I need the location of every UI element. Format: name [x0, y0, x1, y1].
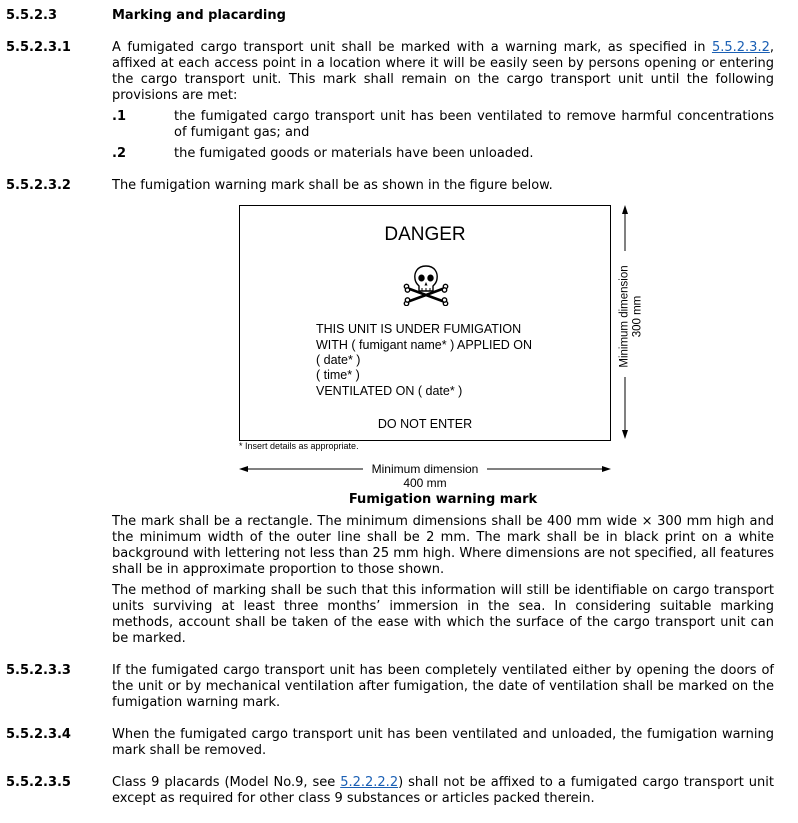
para-text: The fumigation warning mark shall be as shown in the figure below. — [112, 178, 553, 193]
list-item-key: .2 — [112, 146, 126, 161]
para-text: When the fumigated cargo transport unit has been ventilated and unloaded, the fumigation warning mark shall be removed. — [112, 727, 774, 758]
figure-caption: Fumigation warning mark — [348, 492, 538, 507]
para-number: 5.5.2.3.2 — [6, 178, 71, 193]
danger-heading: DANGER — [384, 224, 466, 245]
cross-ref-link[interactable]: 5.5.2.3.2 — [711, 40, 770, 55]
section-title: Marking and placarding — [112, 8, 286, 23]
mark-line: ( date* ) — [316, 353, 361, 367]
mark-line: VENTILATED ON ( date* ) — [316, 384, 463, 398]
para-number: 5.5.2.3.5 — [6, 775, 71, 790]
list-item-key: .1 — [112, 109, 126, 124]
mark-line: THIS UNIT IS UNDER FUMIGATION — [316, 322, 522, 336]
para-text: The mark shall be a rectangle. The minimum dimensions shall be 400 mm wide × 300 mm high and the minimum width of the outer line shall be 2 mm. The mark shall be in black print on a white background with lettering not less than 25 mm high. Where dimensions are not specified, all features shall be in approximate proportion to those shown. — [112, 514, 774, 577]
para-number: 5.5.2.3.3 — [6, 663, 71, 678]
para-text: The method of marking shall be such that this information will still be identifiable on cargo transport units surviving at least three months’ immersion in the sea. In considering suitable marking methods, account shall be taken of the ease with which the surface of the cargo transport unit can be marked. — [112, 583, 774, 646]
skull-crossbones-icon — [403, 264, 449, 306]
warning-mark-figure — [236, 203, 644, 493]
warning-mark-frame — [239, 205, 611, 441]
vertical-dimension — [619, 205, 643, 439]
para-number: 5.5.2.3.1 — [6, 40, 71, 55]
mark-line: WITH ( fumigant name* ) APPLIED ON — [316, 338, 533, 352]
para-text: A fumigated cargo transport unit shall be marked with a warning mark, as specified in 5.5.2.3.2, affixed at each access point in a location where it will be easily seen by persons opening or entering the cargo transport unit. This mark shall remain on the cargo transport unit until the following provisions are met: — [112, 40, 774, 103]
v-dimension-value: 300 mm — [631, 295, 644, 338]
do-not-enter-text: DO NOT ENTER — [377, 417, 473, 431]
v-dimension-label: Minimum dimension — [618, 265, 631, 368]
para-text: Class 9 placards (Model No.9, see 5.2.2.2.2) shall not be affixed to a fumigated cargo transport unit except as required for other class 9 substances or articles packed therein. — [112, 775, 774, 806]
list-item-text: the fumigated cargo transport unit has been ventilated to remove harmful concentrations of fumigant gas; and — [174, 109, 774, 140]
para-text: If the fumigated cargo transport unit has been completely ventilated either by opening the doors of the unit or by mechanical ventilation after fumigation, the date of ventilation shall be marked on the fumigation warning mark. — [112, 663, 774, 710]
mark-line: ( time* ) — [316, 368, 360, 382]
para-number: 5.5.2.3.4 — [6, 727, 71, 742]
h-dimension-label: Minimum dimension — [371, 462, 479, 476]
list-item-text: the fumigated goods or materials have been unloaded. — [174, 146, 534, 161]
h-dimension-value: 400 mm — [403, 476, 447, 490]
cross-ref-link[interactable]: 5.2.2.2.2 — [340, 775, 399, 790]
section-number: 5.5.2.3 — [6, 8, 57, 23]
figure-footnote: * Insert details as appropriate. — [239, 441, 359, 451]
